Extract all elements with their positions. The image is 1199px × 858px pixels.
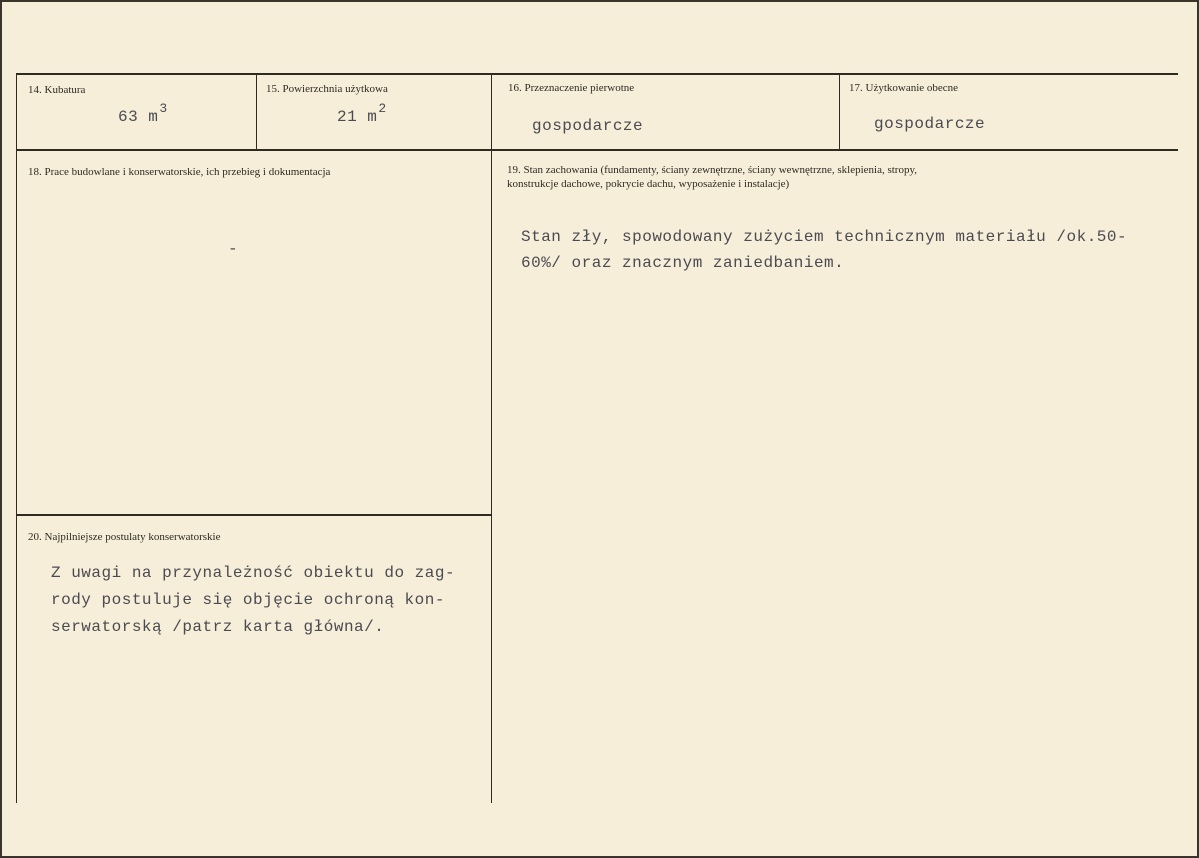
kubatura-label: 14. Kubatura <box>28 84 86 96</box>
powierzchnia-label: 15. Powierzchnia użytkowa <box>266 83 388 95</box>
kubatura-value <box>118 103 168 132</box>
kubatura-number: 63 m <box>118 108 159 126</box>
header-row-rule <box>16 149 1178 151</box>
przeznaczenie-value: gospodarcze <box>532 117 644 135</box>
powierzchnia-number: 21 m <box>337 108 378 126</box>
postulaty-label: 20. Najpilniejsze postulaty konserwatorskie <box>28 531 221 543</box>
stan-zachowania-label-1: 19. Stan zachowania (fundamenty, ściany zewnętrzne, ściany wewnętrzne, sklepienia, stropy, <box>507 164 918 176</box>
stan-zachowania-label-2: konstrukcje dachowe, pokrycie dachu, wyposażenie i instalacje) <box>507 178 790 190</box>
uzytkowanie-value: gospodarcze <box>874 115 986 133</box>
stan-zachowania-text-1: Stan zły, spowodowany zużyciem technicznym materiału /ok.50- <box>521 228 1128 246</box>
divider-18-20 <box>16 514 492 516</box>
postulaty-text-1: Z uwagi na przynależność obiektu do zag- <box>51 564 456 582</box>
prace-budowlane-value: - <box>228 240 239 258</box>
stan-zachowania-text-2: 60%/ oraz znacznym zaniedbaniem. <box>521 254 845 272</box>
postulaty-text-2: rody postuluje się objęcie ochroną kon- <box>51 591 445 609</box>
powierzchnia-exponent: 2 <box>378 101 387 116</box>
uzytkowanie-label: 17. Użytkowanie obecne <box>849 82 959 94</box>
postulaty-text-3: serwatorską /patrz karta główna/. <box>51 618 385 636</box>
left-rule <box>16 73 17 803</box>
przeznaczenie-label: 16. Przeznaczenie pierwotne <box>508 82 635 94</box>
top-rule <box>16 73 1178 75</box>
powierzchnia-value <box>337 103 387 132</box>
kubatura-exponent: 3 <box>159 101 168 116</box>
divider-14-15 <box>256 75 257 150</box>
divider-16-17 <box>839 75 840 150</box>
prace-budowlane-label: 18. Prace budowlane i konserwatorskie, ich przebieg i dokumentacja <box>28 166 331 178</box>
divider-15-16 <box>491 75 492 803</box>
